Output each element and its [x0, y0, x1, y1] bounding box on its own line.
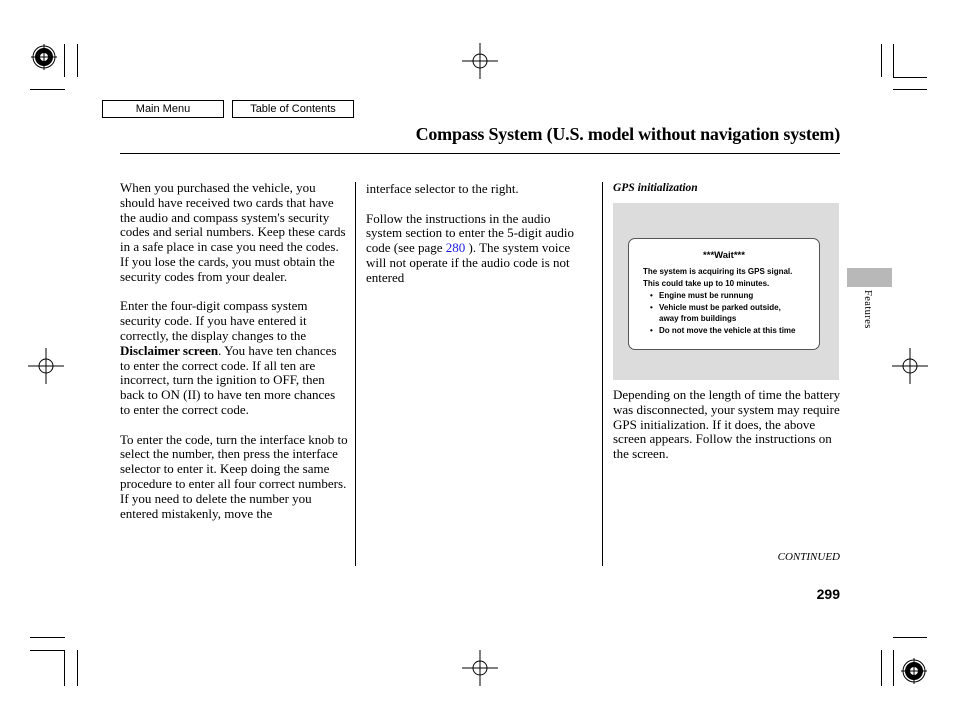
- continued-label: CONTINUED: [777, 551, 840, 563]
- figure-caption: GPS initialization: [613, 182, 698, 194]
- screen-bullet: Vehicle must be parked outside,: [659, 303, 781, 312]
- disclaimer-screen-term: Disclaimer screen: [120, 342, 219, 358]
- screen-bullet: away from buildings: [659, 314, 737, 323]
- column-1: [120, 181, 348, 536]
- title-rule: [120, 153, 840, 154]
- page-title: Compass System (U.S. model without navigation system): [415, 124, 840, 144]
- gps-wait-screen: [628, 238, 820, 350]
- page-280-link[interactable]: 280: [445, 240, 466, 256]
- bullet-icon: •: [650, 291, 653, 300]
- section-tab: [847, 268, 892, 287]
- paragraph: Follow the instructions in the audio system section to enter the 5-digit audio code (see page 280 ). The system voice will not operate if the audio code is not entered: [366, 210, 574, 285]
- column-divider: [602, 182, 603, 566]
- bullet-icon: •: [650, 326, 653, 335]
- column-divider: [355, 182, 356, 566]
- paragraph: To enter the code, turn the interface knob to select the number, then press the interface selector to enter it. Keep doing the same procedure to enter all four correct numbers. If you need to delete the number you entered mistakenly, move the: [120, 431, 348, 521]
- sunburst-icon: [31, 44, 57, 70]
- wait-heading: ***Wait***: [703, 250, 745, 261]
- page-number: 299: [816, 586, 840, 602]
- paragraph: Depending on the length of time the battery was disconnected, your system may require GPS initialization. If it does, the above screen appears. Follow the instructions on the screen.: [613, 387, 841, 462]
- screen-line: This could take up to 10 minutes.: [643, 279, 770, 288]
- paragraph: Enter the four-digit compass system security code. If you have entered it correctly, the display changes to the Disclaimer screen. You have ten chances to enter the correct code. If all ten are incorrect, turn the ignition to OFF, then back to ON (II) to have ten more chances to enter the correct code.: [120, 298, 337, 417]
- screen-bullet: Do not move the vehicle at this time: [659, 326, 796, 335]
- screen-bullet: Engine must be runnung: [659, 291, 754, 300]
- paragraph: When you purchased the vehicle, you should have received two cards that have the audio and compass system's security codes and serial numbers. Keep these cards in a safe place in case you need the codes. If you lose the cards, you must obtain the security codes from your dealer.: [120, 180, 346, 284]
- column-3: [613, 388, 841, 477]
- column-2: [366, 182, 588, 300]
- section-tab-label: Features: [862, 290, 873, 329]
- main-menu-button[interactable]: Main Menu: [102, 100, 224, 118]
- paragraph: interface selector to the right.: [366, 181, 519, 196]
- sunburst-icon: [901, 658, 927, 684]
- screen-line: The system is acquiring its GPS signal.: [643, 267, 793, 276]
- bullet-icon: •: [650, 303, 653, 312]
- table-of-contents-button[interactable]: Table of Contents: [232, 100, 354, 118]
